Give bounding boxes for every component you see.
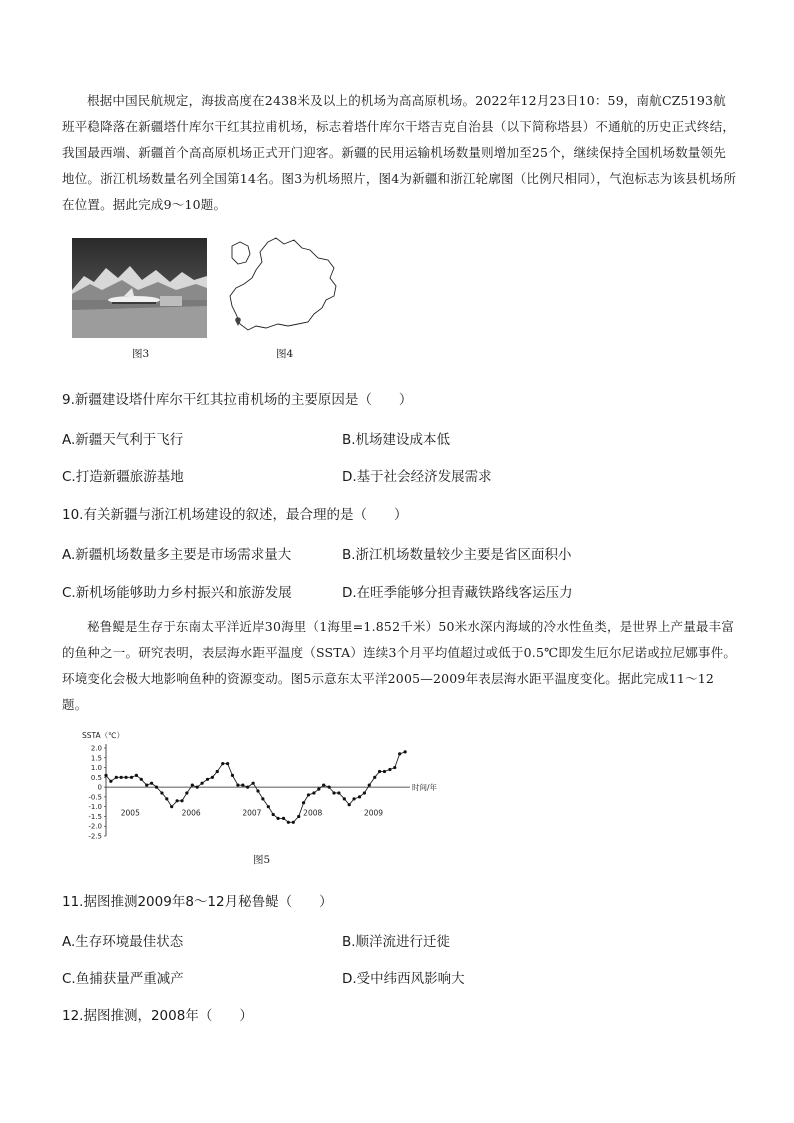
ssta-data-point: [140, 778, 143, 781]
year-label-2009: 2009: [363, 808, 384, 818]
q10-option-a[interactable]: A.新疆机场数量多主要是市场需求量大: [62, 547, 292, 563]
year-label-2006: 2006: [181, 808, 201, 818]
ssta-data-point: [398, 752, 401, 755]
ssta-data-point: [348, 803, 351, 806]
ssta-data-point: [383, 770, 386, 773]
ssta-data-point: [328, 786, 331, 789]
ssta-data-point: [226, 762, 229, 765]
ssta-data-point: [292, 821, 295, 824]
y-tick-label: -2.0: [88, 822, 102, 831]
ssta-data-point: [165, 797, 168, 800]
passage-airport: 根据中国民航规定，海拔高度在2438米及以上的机场为高高原机场。2022年12月23日10：59，南航CZ5193航班平稳降落在新疆塔什库尔干红其拉甫机场，标志着塔什库尔干塔吉克自治县（以下简称塔县）不通航的历史正式终结，我国最西端、新疆首个高高原机场正式开门迎客。新疆的民用运输机场数量则增加至25个，继续保持全国机场数量领先地位。浙江机场数量名列全国第14名。图3为机场照片，图4为新疆和浙江轮廓图（比例尺相同），气泡标志为该县机场所在位置。据此完成9～10题。: [62, 93, 737, 212]
year-label-2008: 2008: [303, 808, 323, 818]
ssta-data-point: [170, 805, 173, 808]
ssta-data-point: [241, 784, 244, 787]
ssta-data-point: [130, 776, 133, 779]
airport-location-marker: [235, 317, 241, 323]
ssta-data-point: [388, 768, 391, 771]
q9-option-b[interactable]: B.机场建设成本低: [342, 432, 451, 448]
q10-option-b[interactable]: B.浙江机场数量较少主要是省区面积小: [342, 547, 572, 563]
ssta-data-point: [104, 774, 107, 777]
ssta-data-point: [337, 791, 340, 794]
ssta-data-point: [261, 797, 264, 800]
ssta-data-point: [276, 817, 279, 820]
y-axis-label: SSTA（℃）: [82, 731, 125, 740]
ssta-data-point: [211, 776, 214, 779]
q11-option-c[interactable]: C.鱼捕获量严重减产: [62, 971, 184, 987]
y-tick-label: -0.5: [88, 793, 102, 802]
ssta-data-point: [358, 795, 361, 798]
ssta-data-point: [317, 787, 320, 790]
y-tick-label: -1.0: [88, 803, 102, 812]
q9-option-a[interactable]: A.新疆天气利于飞行: [62, 432, 184, 448]
ssta-data-point: [206, 778, 209, 781]
ssta-data-point: [200, 782, 203, 785]
ssta-data-point: [256, 789, 259, 792]
ssta-data-point: [352, 797, 355, 800]
ssta-data-point: [155, 786, 158, 789]
ssta-data-point: [302, 801, 305, 804]
xinjiang-zhejiang-outline-map: [222, 234, 344, 342]
ssta-data-point: [221, 762, 224, 765]
figure-5-caption: 图5: [253, 854, 271, 866]
ssta-data-point: [363, 791, 366, 794]
ssta-data-point: [150, 782, 153, 785]
figure-4-caption: 图4: [276, 348, 294, 360]
ssta-data-point: [373, 776, 376, 779]
q10-option-d[interactable]: D.在旺季能够分担青藏铁路线客运压力: [342, 585, 573, 601]
q11-option-b[interactable]: B.顺洋流进行迁徙: [342, 934, 451, 950]
xinjiang-outline: [230, 238, 336, 330]
ssta-data-point: [176, 799, 179, 802]
year-label-2007: 2007: [242, 808, 262, 818]
ssta-line-chart: [80, 728, 450, 846]
ssta-data-point: [307, 793, 310, 796]
ssta-data-point: [191, 784, 194, 787]
y-tick-label: 0: [97, 783, 102, 792]
ssta-data-point: [267, 805, 270, 808]
ssta-data-point: [231, 774, 234, 777]
ssta-data-point: [109, 780, 112, 783]
ssta-data-point: [393, 766, 396, 769]
ssta-data-point: [145, 784, 148, 787]
question-12-stem: 12.据图推测，2008年（ ）: [62, 1008, 253, 1024]
question-9-stem: 9.新疆建设塔什库尔干红其拉甫机场的主要原因是（ ）: [62, 392, 413, 408]
y-tick-label: 1.0: [90, 764, 102, 773]
y-tick-label: -1.5: [88, 812, 102, 821]
ssta-data-point: [312, 791, 315, 794]
passage-anchovy: 秘鲁鳀是生存于东南太平洋近岸30海里（1海里=1.852千米）50米水深内海域的冷水性鱼类，是世界上产量最丰富的鱼种之一。研究表明，表层海水距平温度（SSTA）连续3个月平均值超过或低于0.5℃即发生厄尔尼诺或拉尼娜事件。环境变化会极大地影响鱼种的资源变动。图5示意东太平洋2005—2009年表层海水距平温度变化。据此完成11～12题。: [62, 619, 737, 712]
ssta-data-point: [246, 786, 249, 789]
ssta-data-point: [252, 782, 255, 785]
y-tick-label: -2.5: [88, 832, 102, 841]
ssta-data-point: [297, 815, 300, 818]
airport-photo: [72, 238, 207, 338]
ssta-data-point: [404, 750, 407, 753]
ssta-data-point: [120, 776, 123, 779]
figure-3-caption: 图3: [132, 348, 150, 360]
ssta-data-point: [287, 821, 290, 824]
q9-option-c[interactable]: C.打造新疆旅游基地: [62, 469, 184, 485]
ssta-data-point: [180, 799, 183, 802]
ssta-data-point: [185, 791, 188, 794]
ssta-data-point: [160, 791, 163, 794]
ssta-data-point: [216, 770, 219, 773]
y-tick-label: 1.5: [90, 754, 102, 763]
ssta-data-point: [343, 797, 346, 800]
question-11-stem: 11.据图推测2009年8～12月秘鲁鳀（ ）: [62, 894, 333, 910]
ssta-data-point: [322, 784, 325, 787]
q11-option-d[interactable]: D.受中纬西风影响大: [342, 971, 465, 987]
ssta-data-point: [272, 813, 275, 816]
q9-option-d[interactable]: D.基于社会经济发展需求: [342, 469, 492, 485]
ssta-data-point: [124, 776, 127, 779]
zhejiang-outline: [232, 242, 250, 264]
ssta-data-point: [115, 776, 118, 779]
year-label-2005: 2005: [120, 808, 140, 818]
ssta-data-point: [196, 786, 199, 789]
ssta-data-point: [236, 784, 239, 787]
q10-option-c[interactable]: C.新机场能够助力乡村振兴和旅游发展: [62, 585, 292, 601]
ssta-data-point: [332, 791, 335, 794]
y-tick-label: 2.0: [90, 744, 102, 753]
x-axis-label: 时间/年: [412, 783, 438, 793]
ssta-data-point: [378, 770, 381, 773]
ssta-data-point: [282, 817, 285, 820]
question-10-stem: 10.有关新疆与浙江机场建设的叙述，最合理的是（ ）: [62, 507, 408, 523]
y-tick-label: 0.5: [90, 773, 102, 782]
q11-option-a[interactable]: A.生存环境最佳状态: [62, 934, 184, 950]
ssta-data-point: [368, 784, 371, 787]
ssta-data-point: [135, 774, 138, 777]
